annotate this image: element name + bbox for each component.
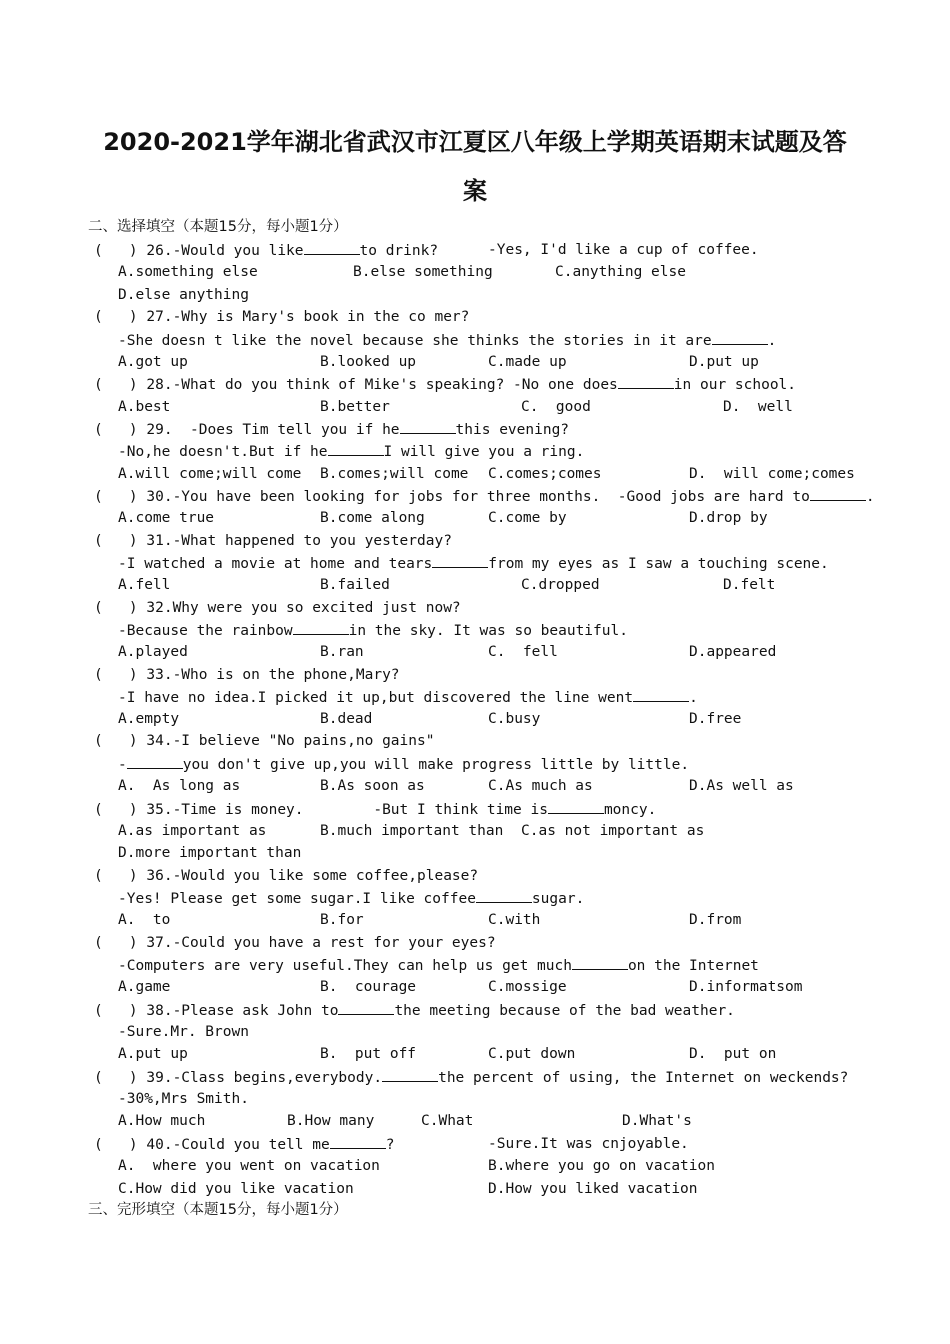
question-36-line-2: -Yes! Please get some sugar.I like coffee sugar. bbox=[118, 888, 584, 909]
document-title-line-2: 案 bbox=[463, 177, 487, 205]
option-39-d: D.What's bbox=[622, 1113, 692, 1129]
option-29-b: B.comes;will come bbox=[320, 466, 469, 482]
question-34-line-2: - you don't give up,you will make progress little by little. bbox=[118, 754, 689, 775]
option-34-c: C.As much as bbox=[488, 778, 593, 794]
question-34-stem: ( ) 34.-I believe "No pains,no gains" bbox=[94, 733, 435, 749]
option-30-b: B.come along bbox=[320, 510, 425, 526]
section-3-heading: 三、完形填空（本题15分，每小题1分） bbox=[88, 1202, 348, 1218]
option-27-b: B.looked up bbox=[320, 354, 417, 370]
option-36-a: A. to bbox=[118, 912, 171, 928]
option-35-a: A.as important as bbox=[118, 823, 267, 839]
option-37-d: D.informatsom bbox=[689, 979, 803, 995]
question-40-reply: -Sure.It was cnjoyable. bbox=[488, 1136, 689, 1152]
question-30-stem: ( ) 30.-You have been looking for jobs for three months. -Good jobs are hard to . bbox=[94, 486, 875, 507]
option-27-a: A.got up bbox=[118, 354, 188, 370]
option-34-a: A. As long as bbox=[118, 778, 241, 794]
question-31-stem: ( ) 31.-What happened to you yesterday? bbox=[94, 533, 452, 549]
option-40-b: B.where you go on vacation bbox=[488, 1158, 715, 1174]
option-31-b: B.failed bbox=[320, 577, 390, 593]
question-39-line-2: -30%,Mrs Smith. bbox=[118, 1091, 249, 1107]
option-32-b: B.ran bbox=[320, 644, 364, 660]
option-26-a: A.something else bbox=[118, 264, 258, 280]
option-39-c: C.What bbox=[421, 1113, 474, 1129]
question-38-stem: ( ) 38.-Please ask John to the meeting because of the bad weather. bbox=[94, 1000, 735, 1021]
option-38-c: C.put down bbox=[488, 1046, 576, 1062]
question-32-stem: ( ) 32.Why were you so excited just now? bbox=[94, 600, 461, 616]
option-40-d: D.How you liked vacation bbox=[488, 1181, 698, 1197]
option-32-c: C. fell bbox=[488, 644, 558, 660]
option-33-d: D.free bbox=[689, 711, 742, 727]
option-29-a: A.will come;will come bbox=[118, 466, 302, 482]
option-28-a: A.best bbox=[118, 399, 171, 415]
option-34-b: B.As soon as bbox=[320, 778, 425, 794]
question-28-stem: ( ) 28.-What do you think of Mike's speaking? -No one does in our school. bbox=[94, 374, 796, 395]
question-33-line-2: -I have no idea.I picked it up,but discovered the line went . bbox=[118, 687, 698, 708]
option-33-b: B.dead bbox=[320, 711, 373, 727]
question-26-reply: -Yes, I'd like a cup of coffee. bbox=[488, 242, 759, 258]
question-29-stem: ( ) 29. -Does Tim tell you if he this evening? bbox=[94, 419, 569, 440]
option-28-b: B.better bbox=[320, 399, 390, 415]
question-38-line-2: -Sure.Mr. Brown bbox=[118, 1024, 249, 1040]
question-39-stem: ( ) 39.-Class begins,everybody. the percent of using, the Internet on weckends? bbox=[94, 1067, 848, 1088]
option-38-d: D. put on bbox=[689, 1046, 777, 1062]
option-36-b: B.for bbox=[320, 912, 364, 928]
option-37-c: C.mossige bbox=[488, 979, 567, 995]
option-30-d: D.drop by bbox=[689, 510, 768, 526]
option-27-c: C.made up bbox=[488, 354, 567, 370]
option-35-c: C.as not important as bbox=[521, 823, 705, 839]
option-37-a: A.game bbox=[118, 979, 171, 995]
option-38-a: A.put up bbox=[118, 1046, 188, 1062]
option-37-b: B. courage bbox=[320, 979, 417, 995]
option-40-a: A. where you went on vacation bbox=[118, 1158, 380, 1174]
question-33-stem: ( ) 33.-Who is on the phone,Mary? bbox=[94, 667, 400, 683]
option-40-c: C.How did you like vacation bbox=[118, 1181, 354, 1197]
option-27-d: D.put up bbox=[689, 354, 759, 370]
option-31-d: D.felt bbox=[723, 577, 776, 593]
question-27-stem: ( ) 27.-Why is Mary's book in the co mer? bbox=[94, 309, 470, 325]
question-29-line-2: -No,he doesn't.But if he I will give you a ring. bbox=[118, 441, 584, 462]
question-36-stem: ( ) 36.-Would you like some coffee,please? bbox=[94, 868, 479, 884]
option-35-b: B.much important than bbox=[320, 823, 504, 839]
option-35-d: D.more important than bbox=[118, 845, 302, 861]
section-2-heading: 二、选择填空（本题15分，每小题1分） bbox=[88, 219, 348, 235]
question-32-line-2: -Because the rainbow in the sky. It was so beautiful. bbox=[118, 620, 628, 641]
option-26-b: B.else something bbox=[353, 264, 493, 280]
option-29-c: C.comes;comes bbox=[488, 466, 602, 482]
option-38-b: B. put off bbox=[320, 1046, 417, 1062]
option-31-c: C.dropped bbox=[521, 577, 600, 593]
option-30-c: C.come by bbox=[488, 510, 567, 526]
option-36-d: D.from bbox=[689, 912, 742, 928]
option-28-d: D. well bbox=[723, 399, 793, 415]
option-31-a: A.fell bbox=[118, 577, 171, 593]
question-37-line-2: -Computers are very useful.They can help us get much on the Internet bbox=[118, 955, 759, 976]
question-40-stem: ( ) 40.-Could you tell me ? bbox=[94, 1134, 394, 1155]
question-35-stem: ( ) 35.-Time is money. -But I think time is moncy. bbox=[94, 799, 656, 820]
option-33-a: A.empty bbox=[118, 711, 180, 727]
option-34-d: D.As well as bbox=[689, 778, 794, 794]
option-26-d: D.else anything bbox=[118, 287, 249, 303]
option-36-c: C.with bbox=[488, 912, 541, 928]
option-32-d: D.appeared bbox=[689, 644, 777, 660]
document-title-line-1: 2020-2021学年湖北省武汉市江夏区八年级上学期英语期末试题及答 bbox=[103, 128, 847, 156]
question-26-stem: ( ) 26.-Would you like to drink? bbox=[94, 240, 438, 261]
option-33-c: C.busy bbox=[488, 711, 541, 727]
question-27-line-2: -She doesn t like the novel because she thinks the stories in it are . bbox=[118, 330, 776, 351]
option-26-c: C.anything else bbox=[555, 264, 686, 280]
option-29-d: D. will come;comes bbox=[689, 466, 855, 482]
option-32-a: A.played bbox=[118, 644, 188, 660]
option-39-a: A.How much bbox=[118, 1113, 206, 1129]
question-31-line-2: -I watched a movie at home and tears from my eyes as I saw a touching scene. bbox=[118, 553, 829, 574]
option-39-b: B.How many bbox=[287, 1113, 375, 1129]
option-30-a: A.come true bbox=[118, 510, 215, 526]
option-28-c: C. good bbox=[521, 399, 591, 415]
question-37-stem: ( ) 37.-Could you have a rest for your eyes? bbox=[94, 935, 496, 951]
